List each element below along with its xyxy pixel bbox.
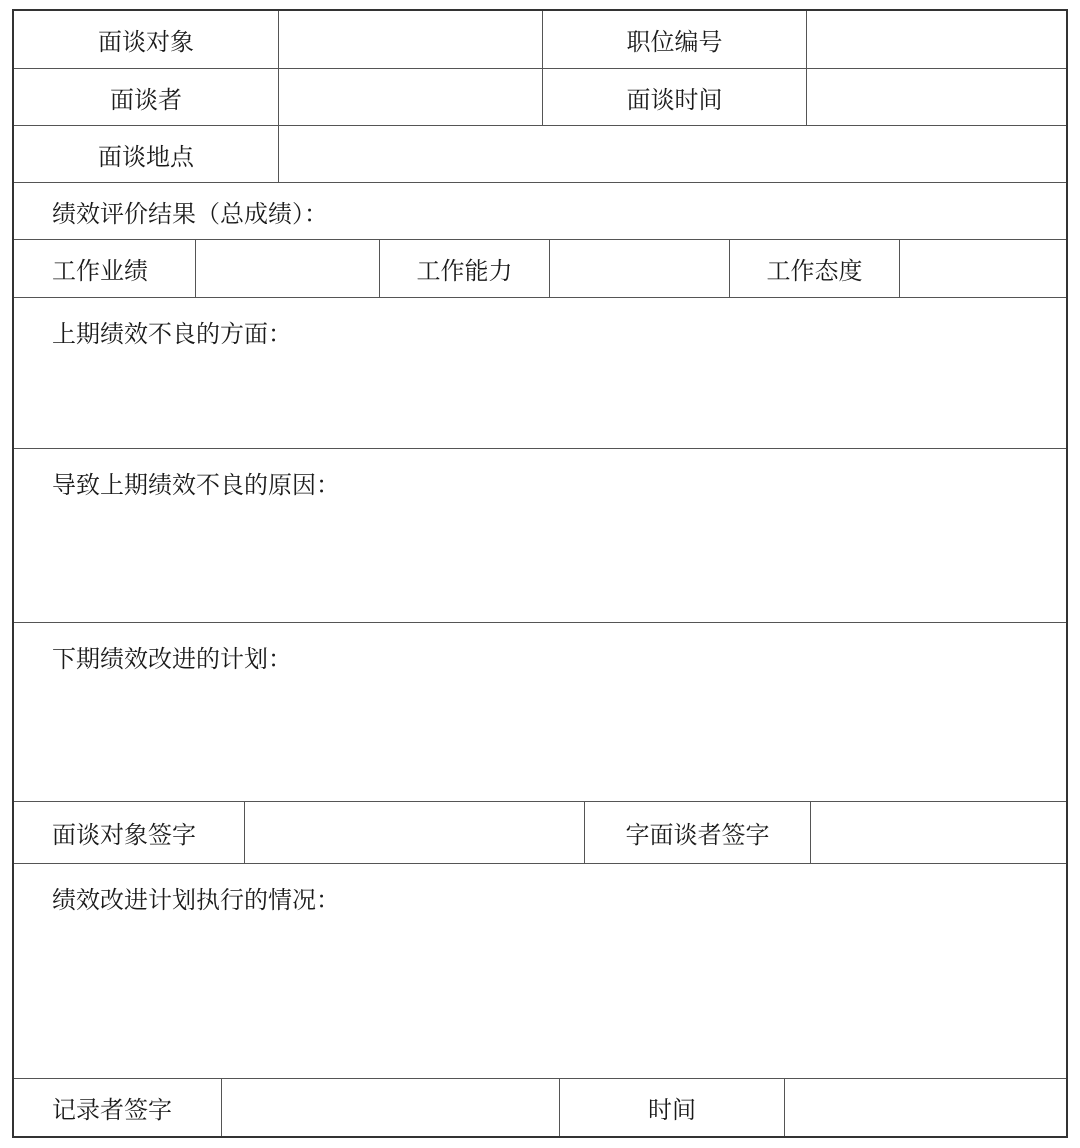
appraisal-interview-form	[12, 9, 1068, 1138]
interview-time-field[interactable]	[806, 69, 1066, 125]
row-improve-plan[interactable]	[14, 622, 1066, 801]
improve-plan-label: 下期绩效改进的计划：	[52, 645, 292, 673]
work-performance-label: 工作业绩	[52, 257, 148, 285]
row-eval-result	[14, 182, 1066, 239]
row-bad-reasons[interactable]	[14, 448, 1066, 622]
interviewer-field[interactable]	[278, 69, 542, 125]
time-field[interactable]	[784, 1079, 1066, 1136]
interviewer-sign-label: 字面谈者签字	[584, 802, 810, 863]
row-location	[14, 125, 1066, 182]
eval-result-label: 绩效评价结果（总成绩）：	[52, 199, 328, 228]
work-performance-field[interactable]	[195, 240, 379, 297]
bad-reasons-label: 导致上期绩效不良的原因：	[52, 471, 340, 499]
row-bad-aspects[interactable]	[14, 297, 1066, 448]
work-attitude-label: 工作态度	[729, 240, 899, 297]
work-ability-field[interactable]	[549, 240, 729, 297]
interviewee-field[interactable]	[278, 11, 542, 68]
row-recorder	[14, 1078, 1066, 1136]
work-ability-label: 工作能力	[379, 240, 549, 297]
execution-label: 绩效改进计划执行的情况：	[52, 886, 340, 914]
recorder-sign-label: 记录者签字	[52, 1096, 172, 1124]
row-interviewee	[14, 11, 1066, 68]
interviewee-sign-field[interactable]	[244, 802, 584, 863]
location-label: 面谈地点	[98, 142, 194, 171]
interviewee-sign-label: 面谈对象签字	[52, 821, 196, 849]
position-no-label: 职位编号	[542, 11, 806, 68]
interviewer-sign-field[interactable]	[810, 802, 1066, 863]
row-execution[interactable]	[14, 863, 1066, 1078]
bad-aspects-label: 上期绩效不良的方面：	[52, 320, 292, 348]
recorder-sign-field[interactable]	[221, 1079, 559, 1136]
location-field[interactable]	[278, 126, 1066, 182]
interviewee-label: 面谈对象	[98, 28, 194, 56]
row-signatures	[14, 801, 1066, 863]
row-interviewer	[14, 68, 1066, 125]
time-label: 时间	[559, 1079, 784, 1136]
interview-time-label: 面谈时间	[542, 69, 806, 125]
work-attitude-field[interactable]	[899, 240, 1066, 297]
position-no-field[interactable]	[806, 11, 1066, 68]
row-scores	[14, 239, 1066, 297]
interviewer-label: 面谈者	[110, 85, 182, 114]
